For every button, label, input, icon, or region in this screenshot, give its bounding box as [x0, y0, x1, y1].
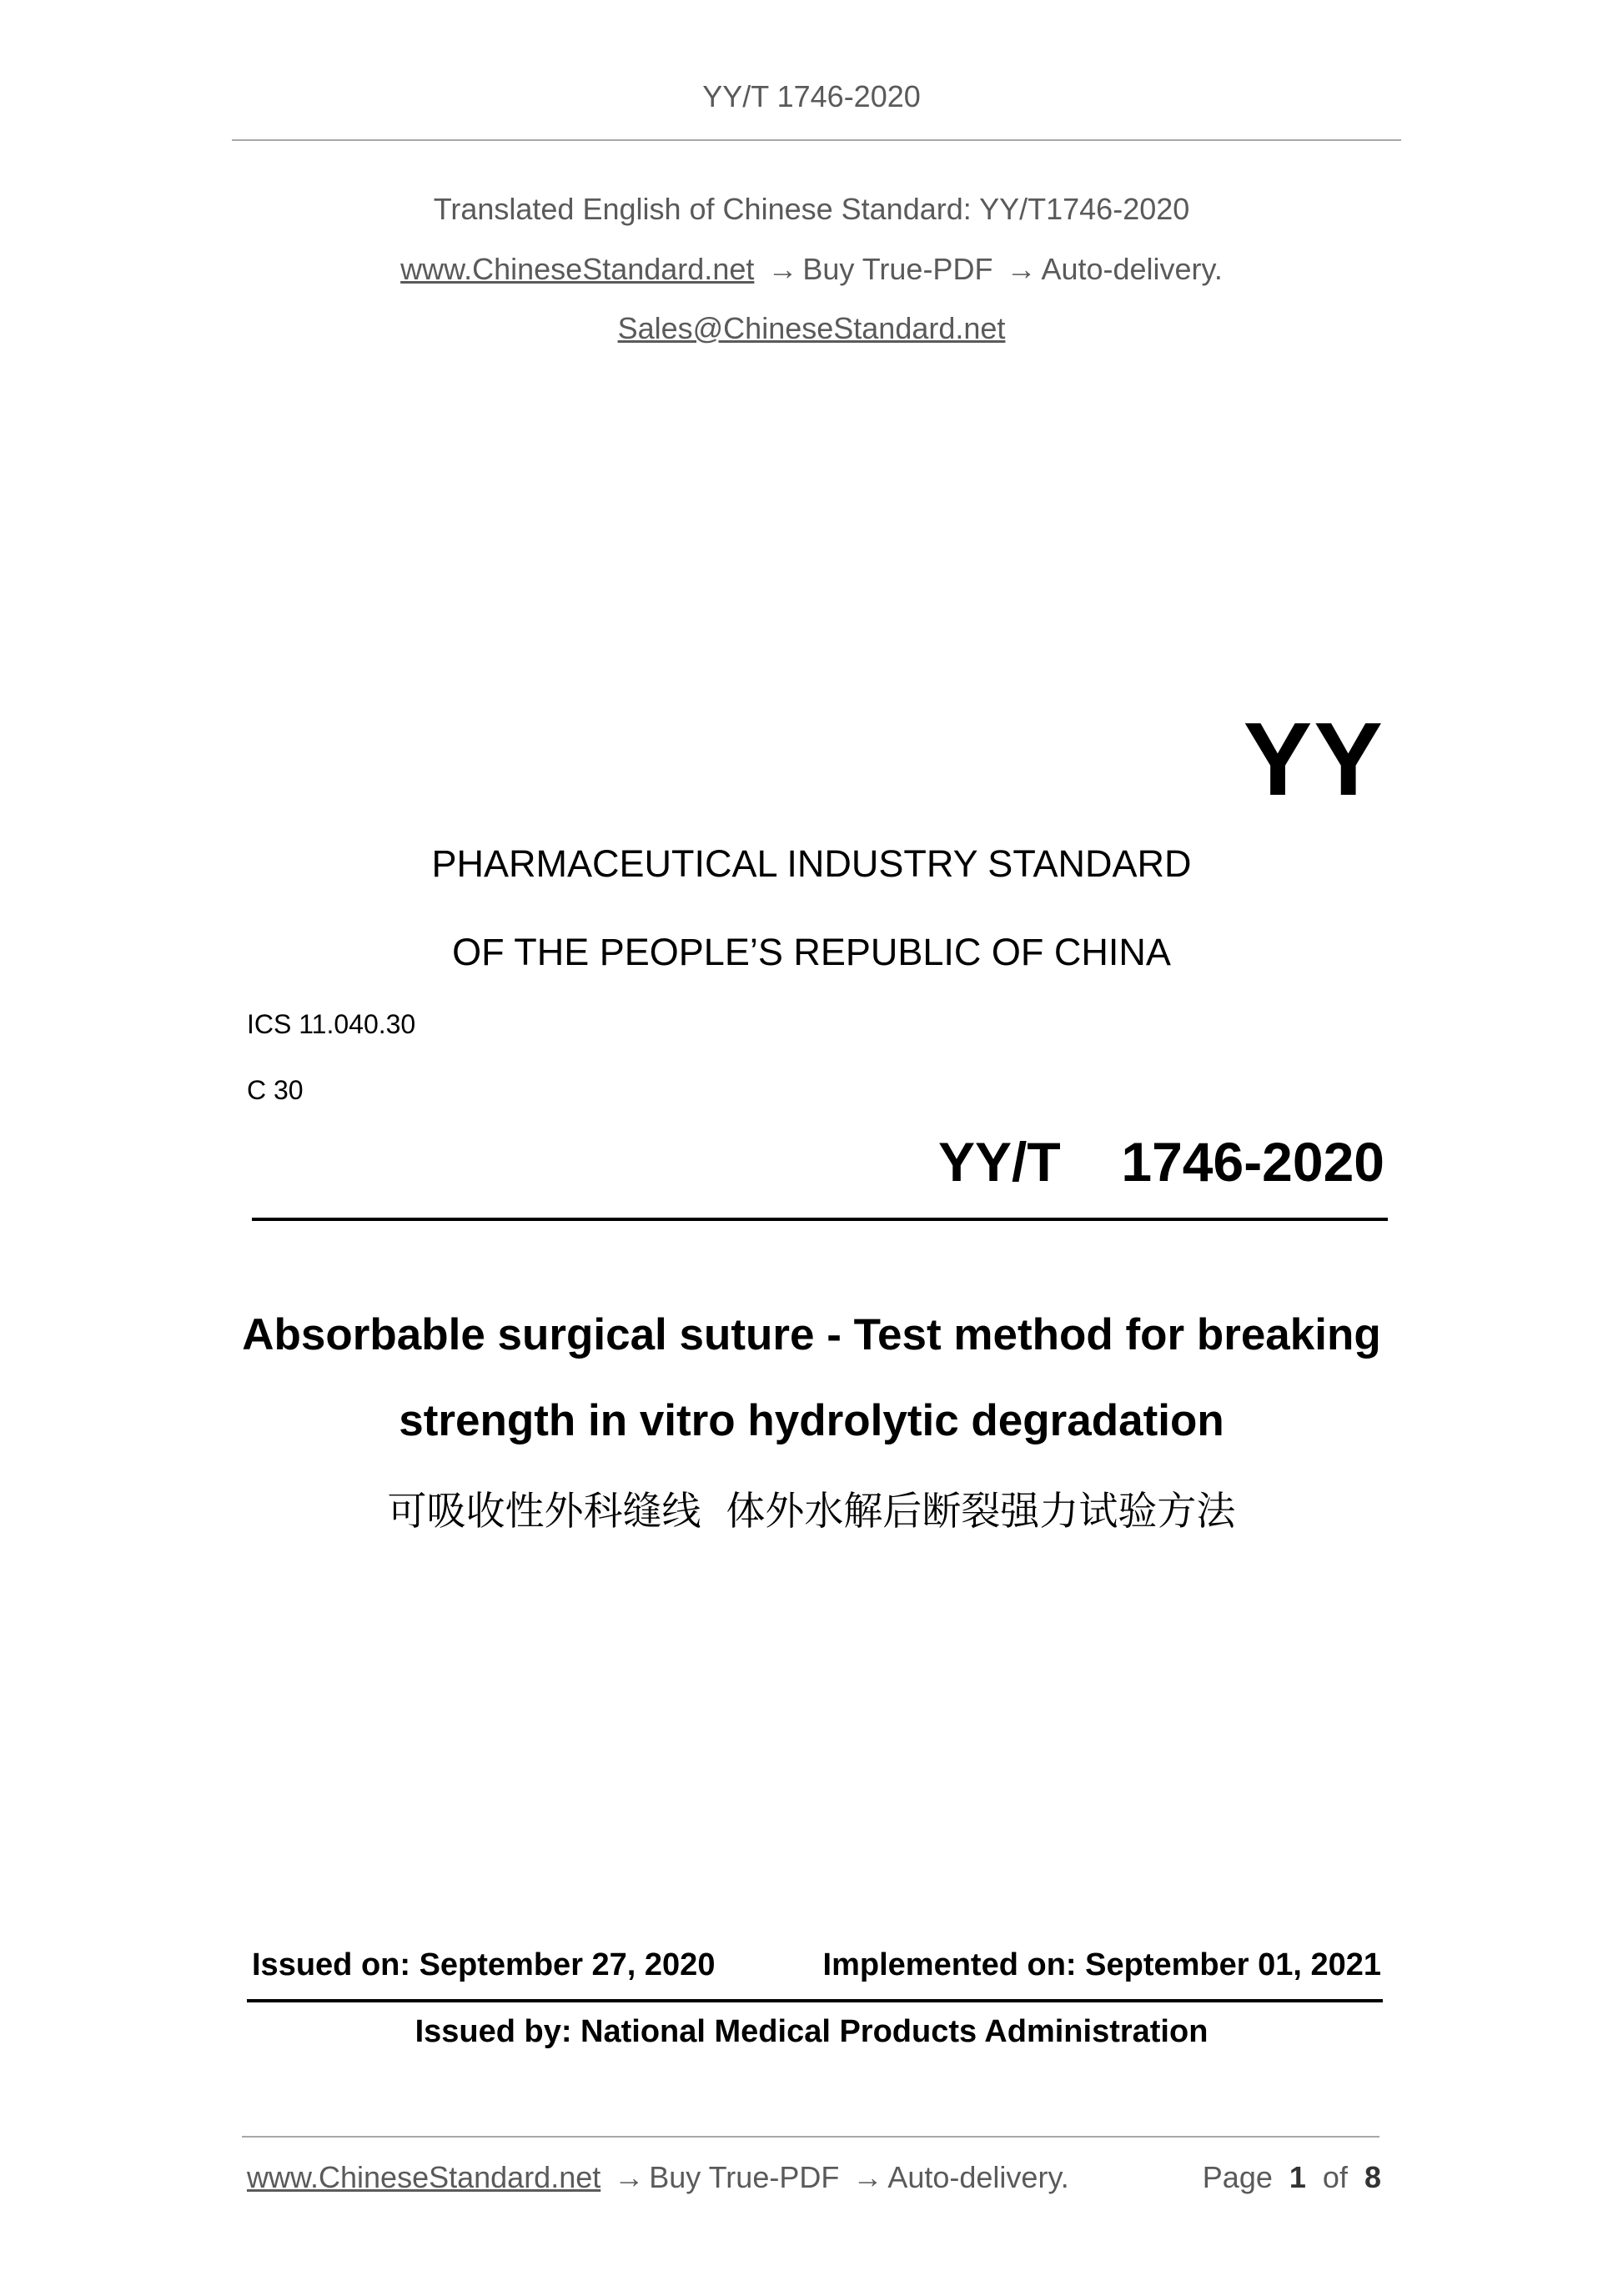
implemented-on-date: Implemented on: September 01, 2021 — [822, 1947, 1381, 1982]
standard-number-divider — [252, 1218, 1388, 1221]
arrow-right-icon: → — [614, 2160, 645, 2194]
issuing-authority: Issued by: National Medical Products Administration — [415, 2014, 1208, 2049]
page-current: 1 — [1289, 2160, 1306, 2194]
category-code: YY — [1243, 702, 1384, 817]
standard-type-line-2: OF THE PEOPLE’S REPUBLIC OF CHINA — [452, 931, 1171, 973]
issued-on-date: Issued on: September 27, 2020 — [252, 1947, 716, 1982]
footer-promo — [247, 2160, 1069, 2195]
standard-type-line-1: PHARMACEUTICAL INDUSTRY STANDARD — [431, 842, 1192, 885]
footer-site-link[interactable]: www.ChineseStandard.net — [247, 2160, 601, 2194]
page-of: of — [1322, 2160, 1348, 2194]
page-indicator — [1203, 2160, 1381, 2195]
page-label: Page — [1202, 2160, 1273, 2194]
promo-line — [0, 252, 1623, 287]
arrow-right-icon: → — [852, 2160, 883, 2194]
ics-code: ICS 11.040.30 — [247, 1009, 416, 1039]
standard-number-text: YY/T 1746-2020 — [938, 1131, 1384, 1193]
email-line — [0, 311, 1623, 346]
footer-delivery-text: Auto-delivery. — [887, 2160, 1069, 2194]
delivery-text: Auto-delivery. — [1041, 252, 1223, 286]
footer-divider — [242, 2136, 1379, 2138]
buy-text: Buy True-PDF — [802, 252, 993, 286]
running-header-title: YY/T 1746-2020 — [702, 79, 921, 113]
page-total: 8 — [1364, 2160, 1381, 2194]
title-english-line-1: Absorbable surgical suture - Test method for breaking — [242, 1310, 1381, 1359]
standard-number — [938, 1130, 1384, 1193]
header-divider — [232, 139, 1401, 141]
arrow-right-icon: → — [767, 252, 798, 286]
translation-notice: Translated English of Chinese Standard: YY/T1746-2020 — [433, 192, 1190, 226]
sales-email-link[interactable]: Sales@ChineseStandard.net — [617, 311, 1006, 345]
footer-buy-text: Buy True-PDF — [649, 2160, 840, 2194]
dates-divider — [247, 1999, 1383, 2002]
title-chinese: 可吸收性外科缝线 体外水解后断裂强力试验方法 — [387, 1489, 1236, 1535]
arrow-right-icon: → — [1006, 252, 1037, 286]
ccs-code: C 30 — [247, 1075, 304, 1105]
site-link[interactable]: www.ChineseStandard.net — [400, 252, 755, 286]
title-english-line-2: strength in vitro hydrolytic degradation — [399, 1396, 1224, 1445]
